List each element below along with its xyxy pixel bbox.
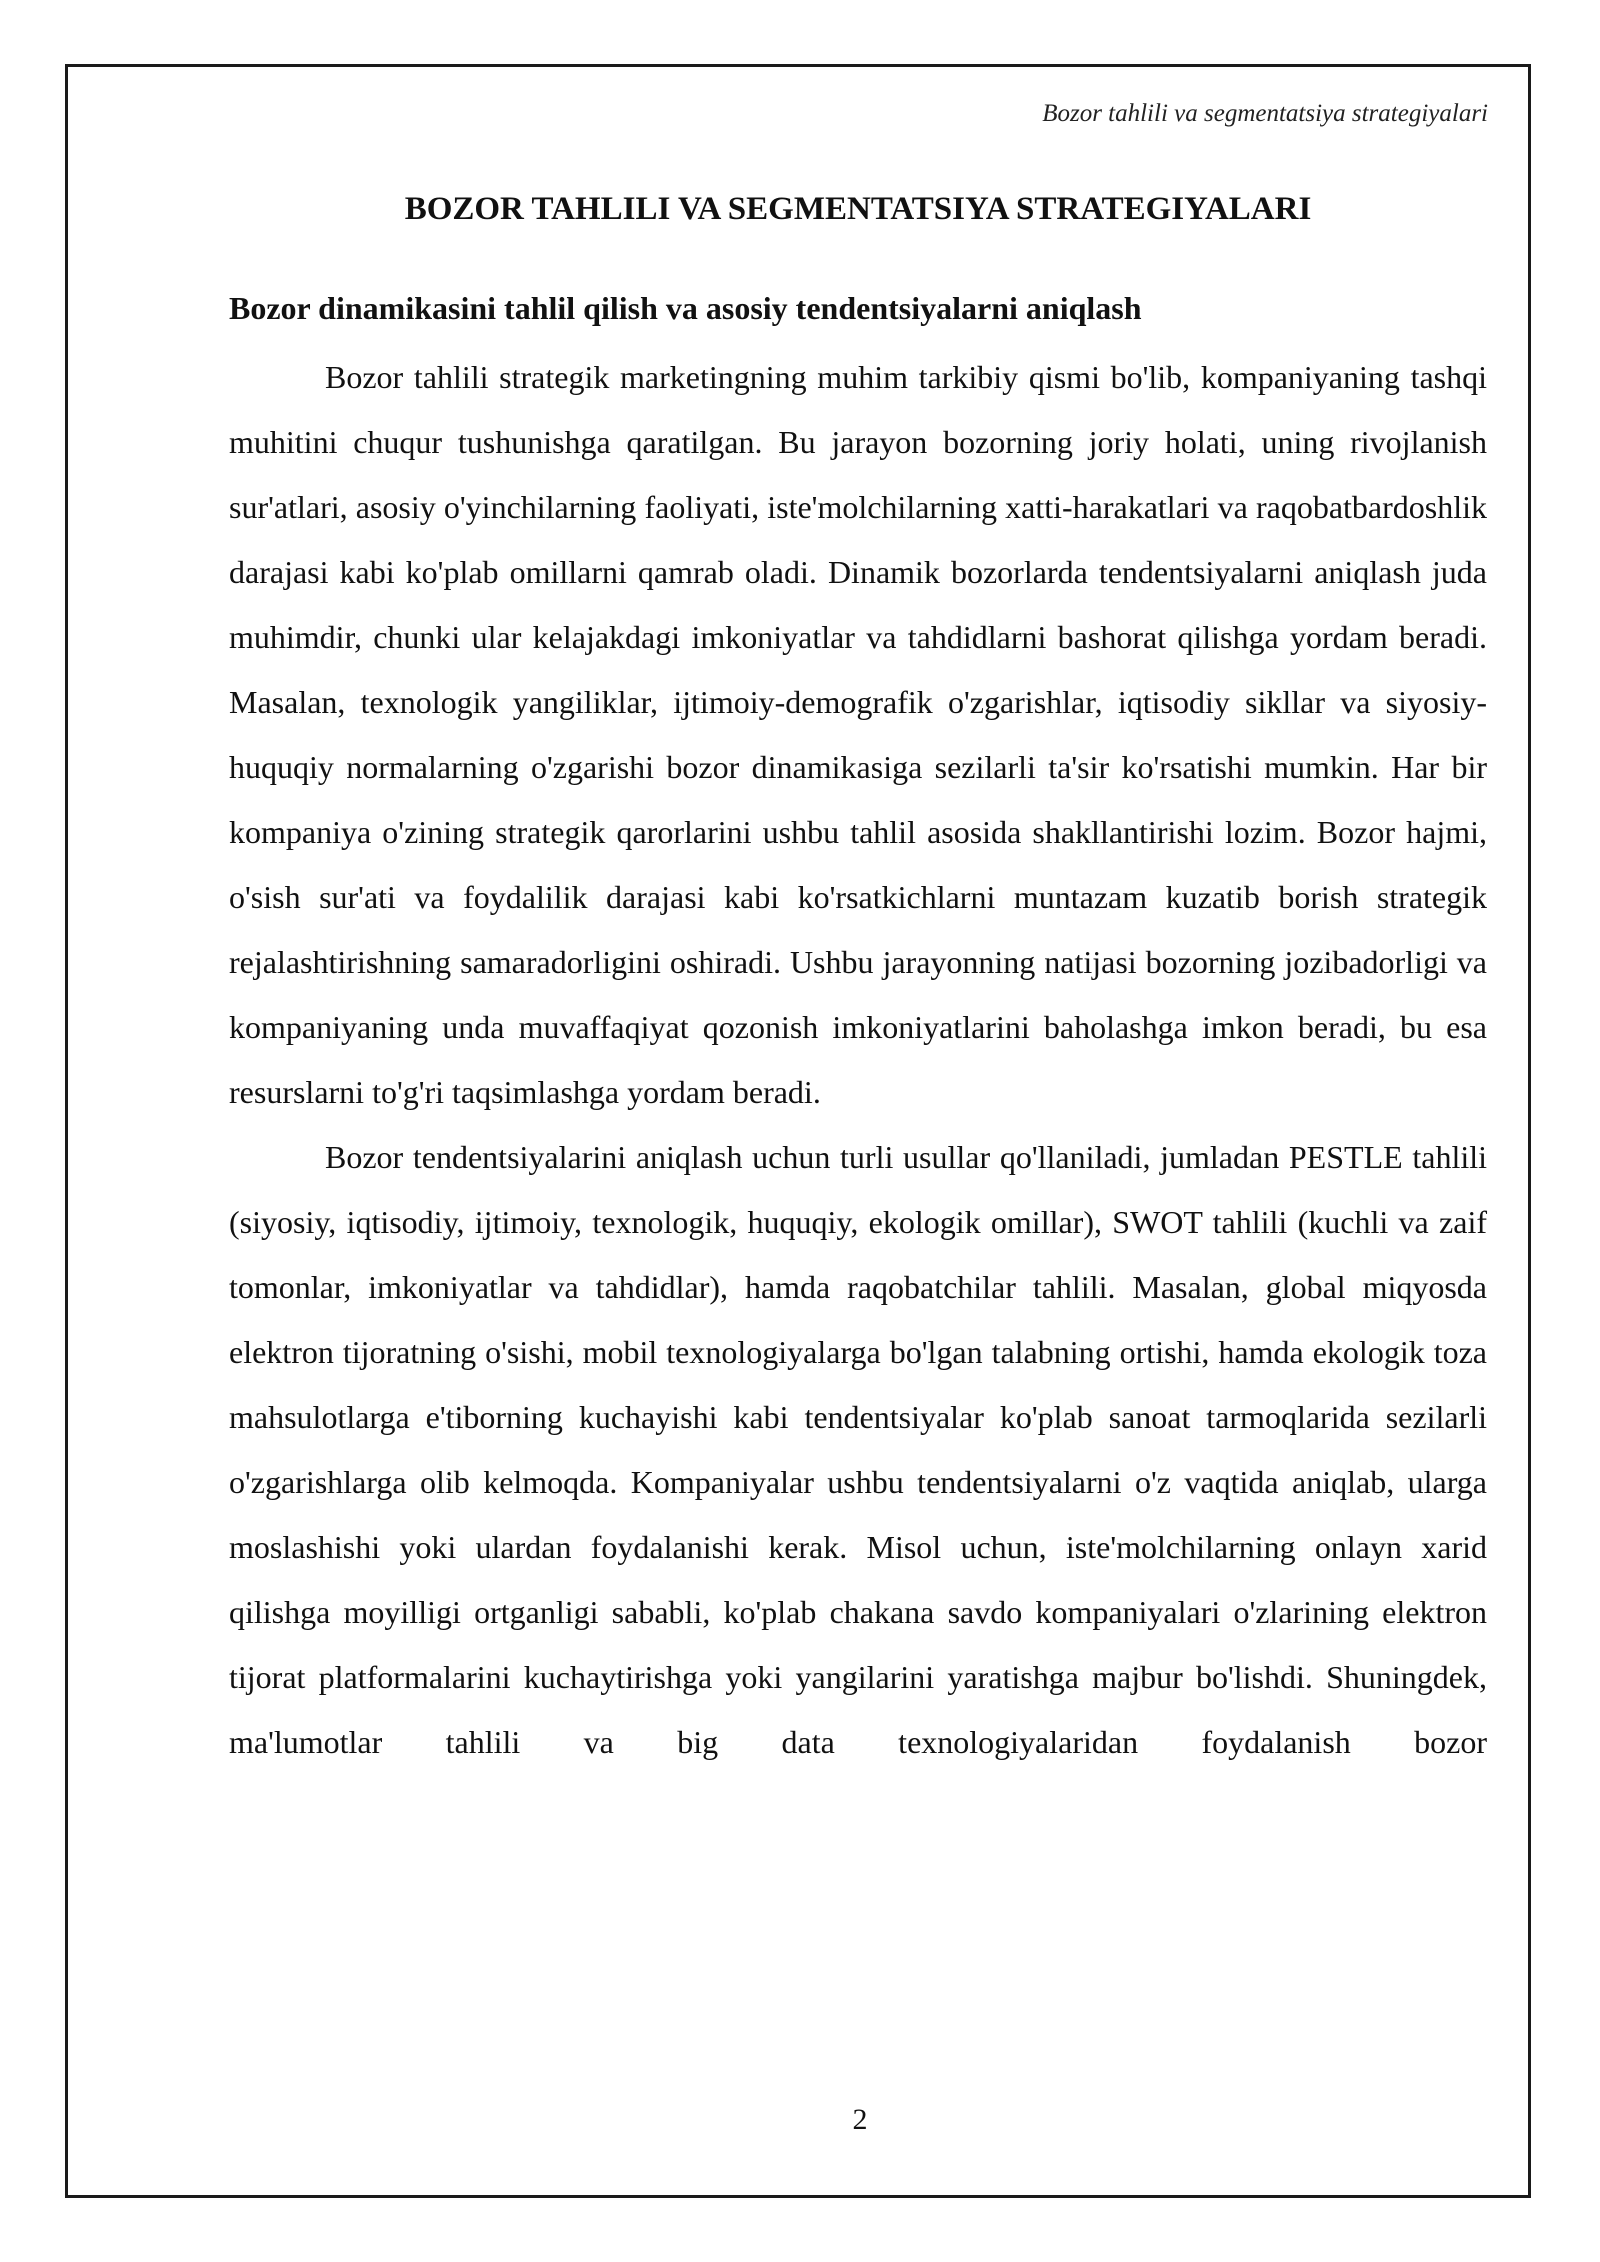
page-number: 2: [852, 2103, 868, 2136]
body-paragraph-1: Bozor tahlili strategik marketingning muhim tarkibiy qismi bo'lib, kompaniyaning tashqi muhitini chuqur tushunishga qaratilgan. Bu jarayon bozorning joriy holati, uning rivojlanish sur'atlari, asosiy o'yinchilarning faoliyati, iste'molchilarning xatti-harakatlari va raqobatbardoshlik darajasi kabi ko'plab omillarni qamrab oladi. Dinamik bozorlarda tendentsiyalarni aniqlash juda muhimdir, chunki ular kelajakdagi imkoniyatlar va tahdidlarni bashorat qilishga yordam beradi. Masalan, texnologik yangiliklar, ijtimoiy-demografik o'zgarishlar, iqtisodiy sikllar va siyosiy-huquqiy normalarning o'zgarishi bozor dinamikasiga sezilarli ta'sir ko'rsatishi mumkin. Har bir kompaniya o'zining strategik qarorlarini ushbu tahlil asosida shakllantirishi lozim. Bozor hajmi, o'sish sur'ati va foydalilik darajasi kabi ko'rsatkichlarni muntazam kuzatib borish strategik rejalashtirishning samaradorligini oshiradi. Ushbu jarayonning natijasi bozorning jozibadorligi va kompaniyaning unda muvaffaqiyat qozonish imkoniyatlarini baholashga imkon beradi, bu esa resurslarni to'g'ri taqsimlashga yordam beradi.: [229, 359, 1487, 1110]
document-title: BOZOR TAHLILI VA SEGMENTATSIYA STRATEGIYALARI: [404, 191, 1312, 227]
body-paragraph-2: Bozor tendentsiyalarini aniqlash uchun turli usullar qo'llaniladi, jumladan PESTLE tahlili (siyosiy, iqtisodiy, ijtimoiy, texnologik, huquqiy, ekologik omillar), SWOT tahlili (kuchli va zaif tomonlar, imkoniyatlar va tahdidlar), hamda raqobatchilar tahlili. Masalan, global miqyosda elektron tijoratning o'sishi, mobil texnologiyalarga bo'lgan talabning ortishi, hamda ekologik toza mahsulotlarga e'tiborning kuchayishi kabi tendentsiyalar ko'plab sanoat tarmoqlarida sezilarli o'zgarishlarga olib kelmoqda. Kompaniyalar ushbu tendentsiyalarni o'z vaqtida aniqlab, ularga moslashishi yoki ulardan foydalanishi kerak. Misol uchun, iste'molchilarning onlayn xarid qilishga moyilligi ortganligi sababli, ko'plab chakana savdo kompaniyalari o'zlarining elektron tijorat platformalarini kuchaytirishga yoki yangilarini yaratishga majbur bo'lishdi. Shuningdek, ma'lumotlar tahlili va big data texnologiyalaridan foydalanish bozor: [229, 1139, 1487, 1760]
document-body: [229, 186, 1487, 1775]
section-heading: Bozor dinamikasini tahlil qilish va asosiy tendentsiyalarni aniqlash: [229, 290, 1142, 326]
running-header: Bozor tahlili va segmentatsiya strategiyalari: [1042, 100, 1488, 127]
